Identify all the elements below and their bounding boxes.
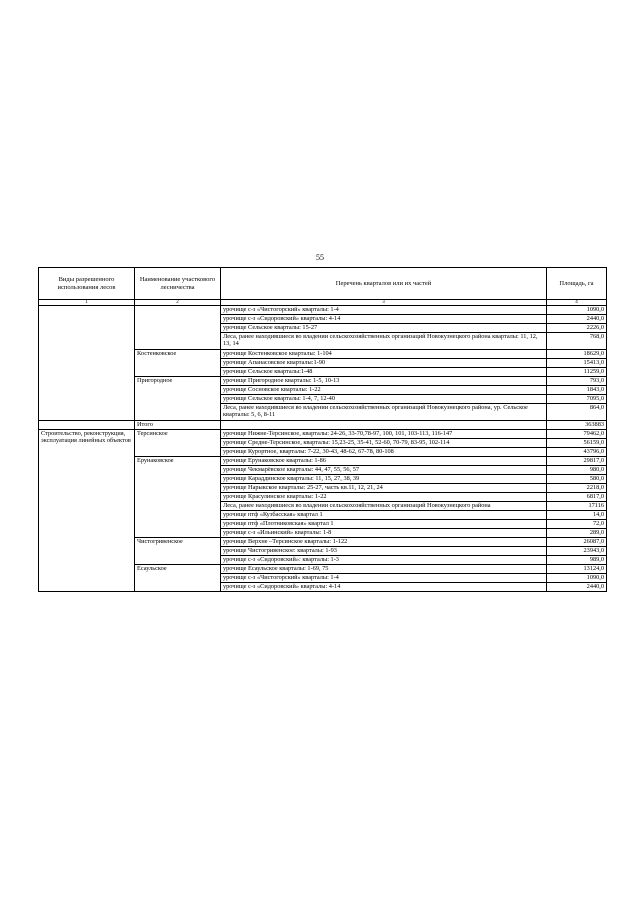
column-number: 4 — [547, 300, 607, 306]
quarters-cell: урочище Сельское кварталы:1-48 — [221, 368, 547, 377]
area-cell: 1843,0 — [547, 386, 607, 395]
area-cell: 56159,0 — [547, 439, 607, 448]
area-cell: 13124,0 — [547, 565, 607, 574]
table-row — [39, 306, 607, 315]
column-number: 1 — [39, 300, 135, 306]
area-cell: 72,0 — [547, 520, 607, 529]
quarters-cell: урочище птф «Кузбасская» квартал 1 — [221, 511, 547, 520]
header-forestry: Наименование участкового лесничества — [135, 268, 221, 300]
area-cell: 289,0 — [547, 529, 607, 538]
quarters-cell: урочище Нарыкское кварталы: 25-27, часть кв.11, 12, 21, 24 — [221, 484, 547, 493]
quarters-cell: урочище с-з «Сидоровский» кварталы: 4-14 — [221, 315, 547, 324]
area-cell: 11259,0 — [547, 368, 607, 377]
area-cell: 2440,0 — [547, 315, 607, 324]
total-body — [39, 421, 607, 430]
total-value: 363883 — [547, 421, 607, 430]
quarters-cell: урочище с-з «Чистогорский» кварталы: 1-4 — [221, 574, 547, 583]
quarters-cell: урочище Костенковское кварталы: 1-104 — [221, 350, 547, 359]
section-2-body — [39, 430, 607, 592]
quarters-cell: урочище Ерунаковское кварталы: 1-86 — [221, 457, 547, 466]
quarters-cell: Леса, ранее находившиеся во владении сельскохозяйственных организаций Новокузнецкого района кварталы: 11, 12, 13, 14 — [221, 333, 547, 350]
area-cell: 980,0 — [547, 466, 607, 475]
total-label: Итого — [135, 421, 221, 430]
area-cell: 793,0 — [547, 377, 607, 386]
forest-use-table — [38, 267, 607, 592]
quarters-cell: урочище птф «Плотниковская» квартал 1 — [221, 520, 547, 529]
quarters-cell: Леса, ранее находившиеся во владении сельскохозяйственных организаций Новокузнецкого района, ур. Сельское кварталы: 5, 6, 8-11 — [221, 404, 547, 421]
area-cell: 79462,0 — [547, 430, 607, 439]
use-type-cell — [39, 306, 135, 421]
area-cell: 2226,0 — [547, 324, 607, 333]
area-cell: 2440,0 — [547, 583, 607, 592]
area-cell: 17116 — [547, 502, 607, 511]
quarters-cell: урочище с-з «Ильинский» кварталы: 1-8 — [221, 529, 547, 538]
area-cell: 1090,0 — [547, 306, 607, 315]
area-cell: 1090,0 — [547, 574, 607, 583]
area-cell: 18629,0 — [547, 350, 607, 359]
forestry-cell: Терсинское — [135, 430, 221, 457]
forestry-cell: Есаульское — [135, 565, 221, 592]
quarters-cell: урочище Курортное, кварталы: 7-22, 30-43, 48-62, 67-78, 80-108 — [221, 448, 547, 457]
area-cell: 26087,0 — [547, 538, 607, 547]
total-row — [39, 421, 607, 430]
quarters-cell: урочище Караддинское кварталы: 11, 15, 27, 38, 39 — [221, 475, 547, 484]
quarters-cell: урочище Есаульское кварталы: 1-69, 75 — [221, 565, 547, 574]
area-cell: 23943,0 — [547, 547, 607, 556]
use-type-cell: Строительство, реконструкция, эксплуатация линейных объектов — [39, 430, 135, 592]
page-number: 55 — [316, 253, 324, 262]
quarters-cell: урочище с-з «Сидоровский» кварталы: 4-14 — [221, 583, 547, 592]
quarters-cell: урочище Средне-Терсинское, кварталы: 15,23-25, 35-41, 52-60, 70-79, 83-95, 102-114 — [221, 439, 547, 448]
area-cell: 43796,0 — [547, 448, 607, 457]
header-use-type: Виды разрешенного использования лесов — [39, 268, 135, 300]
total-quarters-cell — [221, 421, 547, 430]
quarters-cell: урочище Красулинское кварталы: 1-22 — [221, 493, 547, 502]
quarters-cell: урочище Сельское кварталы: 1-4, 7, 12-40 — [221, 395, 547, 404]
forestry-cell: Ерунаковское — [135, 457, 221, 538]
quarters-cell: урочище Чистогривенское: кварталы: 1-93 — [221, 547, 547, 556]
total-use-cell — [39, 421, 135, 430]
area-cell: 7095,0 — [547, 395, 607, 404]
area-cell: 864,0 — [547, 404, 607, 421]
quarters-cell: урочище Апанасовское кварталы:1-90 — [221, 359, 547, 368]
section-1-body — [39, 306, 607, 421]
quarters-cell: урочище Сосновское кварталы: 1-22 — [221, 386, 547, 395]
table-row — [39, 430, 607, 439]
column-number: 2 — [135, 300, 221, 306]
area-cell: 2218,0 — [547, 484, 607, 493]
quarters-cell: урочище Верхне –Терсинское кварталы: 1-122 — [221, 538, 547, 547]
header-quarters: Перечень кварталов или их частей — [221, 268, 547, 300]
table-header-row — [39, 268, 607, 300]
forestry-cell: Пригородное — [135, 377, 221, 421]
quarters-cell: урочище Чекмарёвское кварталы: 44, 47, 55, 56, 57 — [221, 466, 547, 475]
area-cell: 768,0 — [547, 333, 607, 350]
quarters-cell: урочище с-з «Сидоровский»: кварталы: 1-3 — [221, 556, 547, 565]
area-cell: 6817,0 — [547, 493, 607, 502]
quarters-cell: урочище Пригородное кварталы: 1-5, 10-13 — [221, 377, 547, 386]
column-number: 3 — [221, 300, 547, 306]
area-cell: 989,0 — [547, 556, 607, 565]
quarters-cell: урочище Нижне-Терсинское, кварталы: 24-26, 33-70,78-97, 100, 101, 103-113, 116-147 — [221, 430, 547, 439]
forestry-cell: Костенковское — [135, 350, 221, 377]
area-cell: 580,0 — [547, 475, 607, 484]
area-cell: 14,0 — [547, 511, 607, 520]
quarters-cell: урочище с-з «Чистогорский» кварталы: 1-4 — [221, 306, 547, 315]
forestry-cell — [135, 306, 221, 350]
area-cell: 29817,0 — [547, 457, 607, 466]
quarters-cell: Леса, ранее находившиеся во владении сельскохозяйственных организаций Новокузнецкого района — [221, 502, 547, 511]
header-area: Площадь, га — [547, 268, 607, 300]
forestry-cell: Чистогривенское — [135, 538, 221, 565]
quarters-cell: урочище Сельское кварталы: 15-27 — [221, 324, 547, 333]
area-cell: 15413,0 — [547, 359, 607, 368]
